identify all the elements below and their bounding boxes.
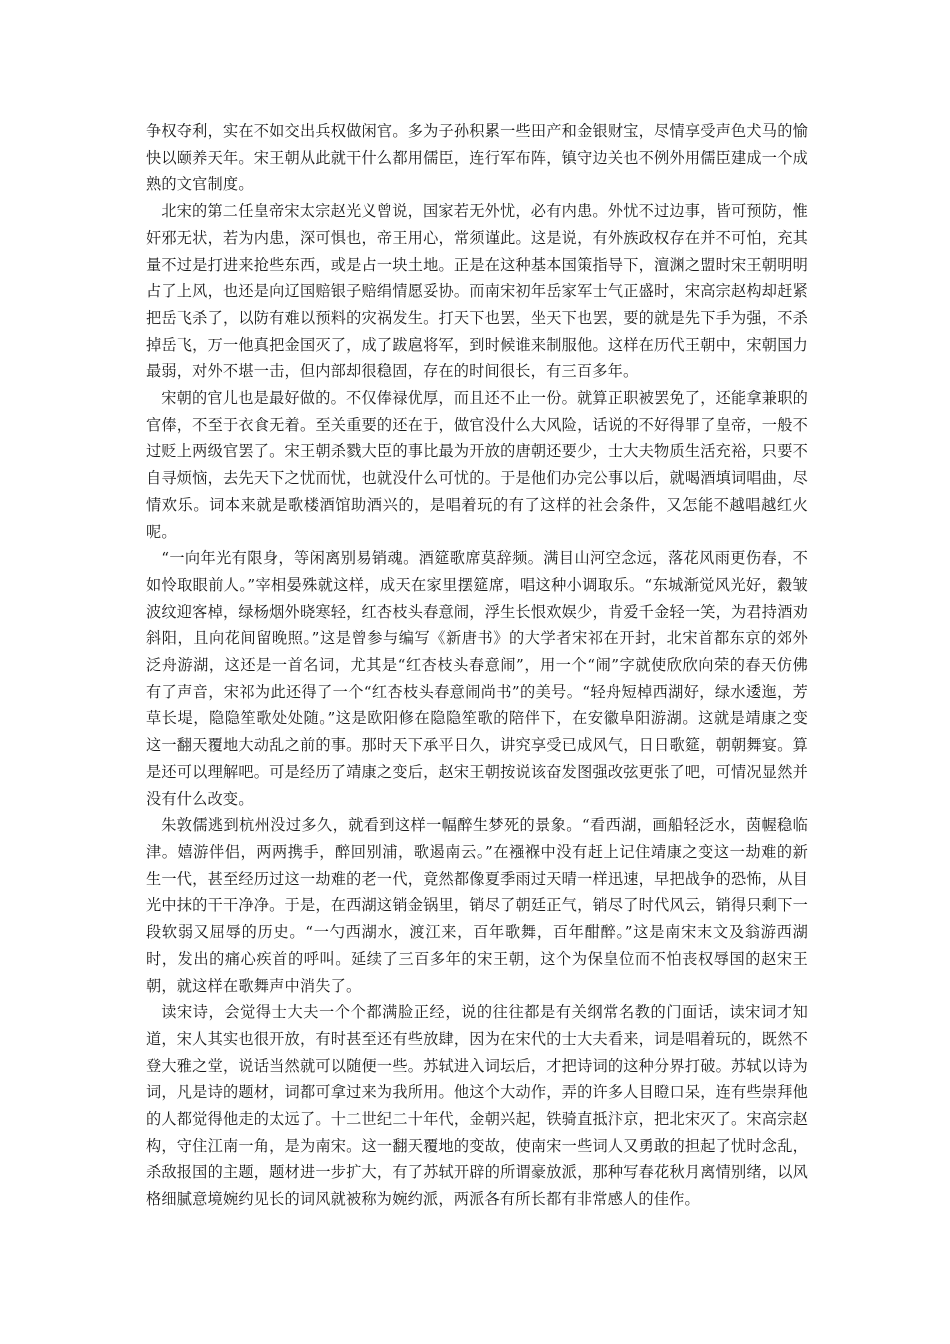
paragraph-2: 北宋的第二任皇帝宋太宗赵光义曾说，国家若无外忧，必有内患。外忧不过边事，皆可预防，惟奸邪无状，若为内患，深可惧也，帝王用心，常须谨此。这是说，有外族政权存在并不可怕，充其量不过是打进来抢些东西，或是占一块土地。正是在这种基本国策指导下，澶渊之盟时宋王朝明明占了上风，也还是向辽国赔银子赔绢情愿妥协。而南宋初年岳家军士气正盛时，宋高宗赵构却赶紧把岳飞杀了，以防有难以预料的灾祸发生。打天下也罢，坐天下也罢，要的就是先下手为强，不杀掉岳飞，万一他真把金国灭了，成了跋扈将军，到时候谁来制服他。这样在历代王朝中，宋朝国力最弱，对外不堪一击，但内部却很稳固，存在的时间很长，有三百多年。 xyxy=(146,202,808,381)
paragraph-4: “一向年光有限身，等闲离别易销魂。酒筵歌席莫辞频。满目山河空念远，落花风雨更伤春，不如怜取眼前人。”宰相晏殊就这样，成天在家里摆筵席，唱这种小调取乐。“东城渐觉风光好，縠皱波纹迎客棹，绿杨烟外晓寒轻，红杏枝头春意闹，浮生长恨欢娱少，肯爱千金轻一笑，为君持酒劝斜阳，且向花间留晚照。”这是曾参与编写《新唐书》的大学者宋祁在开封，北宋首都东京的郊外泛舟游湖，这还是一首名词，尤其是“红杏枝头春意闹”，用一个“闹”字就使欣欣向荣的春天仿佛有了声音，宋祁为此还得了一个“红杏枝头春意闹尚书”的美号。“轻舟短棹西湖好，绿水逶迤，芳草长堤，隐隐笙歌处处随。”这是欧阳修在隐隐笙歌的陪伴下，在安徽阜阳游湖。这就是靖康之变这一翻天覆地大动乱之前的事。那时天下承平日久，讲究享受已成风气，日日歌筵，朝朝舞宴。算是还可以理解吧。可是经历了靖康之变后，赵宋王朝按说该奋发图强改弦更张了吧，可情况显然并没有什么改变。 xyxy=(146,549,808,808)
document-page xyxy=(146,118,808,1213)
paragraph-5: 朱敦儒逃到杭州没过多久，就看到这样一幅醉生梦死的景象。“看西湖，画船轻泛水，茵幄稳临津。嬉游伴侣，两两携手，醉回别浦，歌遏南云。”在襁褓中没有赶上记住靖康之变这一劫难的新生一代，甚至经历过这一劫难的老一代，竟然都像夏季雨过天晴一样迅速，早把战争的恐怖，从目光中抹的干干净净。于是，在西湖这销金锅里，销尽了朝廷正气，销尽了时代风云，销得只剩下一段软弱又屈辱的历史。“一勺西湖水，渡江来，百年歌舞，百年酣醉。”这是南宋末文及翁游西湖时，发出的痛心疾首的呼叫。延续了三百多年的宋王朝，这个为保皇位而不怕丧权辱国的赵宋王朝，就这样在歌舞声中消失了。 xyxy=(146,816,808,995)
paragraph-6: 读宋诗，会觉得士大夫一个个都满脸正经，说的往往都是有关纲常名教的门面话，读宋词才知道，宋人其实也很开放，有时甚至还有些放肆，因为在宋代的士大夫看来，词是唱着玩的，既然不登大雅之堂，说话当然就可以随便一些。苏轼进入词坛后，才把诗词的这种分界打破。苏轼以诗为词，凡是诗的题材，词都可拿过来为我所用。他这个大动作，弄的许多人目瞪口呆，连有些崇拜他的人都觉得他走的太远了。十二世纪二十年代，金朝兴起，铁骑直抵汴京，把北宋灭了。宋高宗赵构，守住江南一角，是为南宋。这一翻天覆地的变故，使南宋一些词人又勇敢的担起了忧时念乱，杀敌报国的主题，题材进一步扩大，有了苏轼开辟的所谓豪放派，那种写春花秋月离情别绪，以风格细腻意境婉约见长的词风就被称为婉约派，两派各有所长都有非常感人的佳作。 xyxy=(146,1003,808,1209)
paragraph-1: 争权夺利，实在不如交出兵权做闲官。多为子孙积累一些田产和金银财宝，尽情享受声色犬马的愉快以颐养天年。宋王朝从此就干什么都用儒臣，连行军布阵，镇守边关也不例外用儒臣建成一个成熟的文官制度。 xyxy=(146,122,808,194)
paragraph-3: 宋朝的官儿也是最好做的。不仅俸禄优厚，而且还不止一份。就算正职被罢免了，还能拿兼职的官俸，不至于衣食无着。至关重要的还在于，做官没什么大风险，话说的不好得罪了皇帝，一般不过贬上两级官罢了。宋王朝杀戮大臣的事比最为开放的唐朝还要少，士大夫物质生活充裕，只要不自寻烦恼，去先天下之忧而忧，也就没什么可忧的。于是他们办完公事以后，就喝酒填词唱曲，尽情欢乐。词本来就是歌楼酒馆助酒兴的，是唱着玩的有了这样的社会条件，又怎能不越唱越红火呢。 xyxy=(146,389,808,541)
